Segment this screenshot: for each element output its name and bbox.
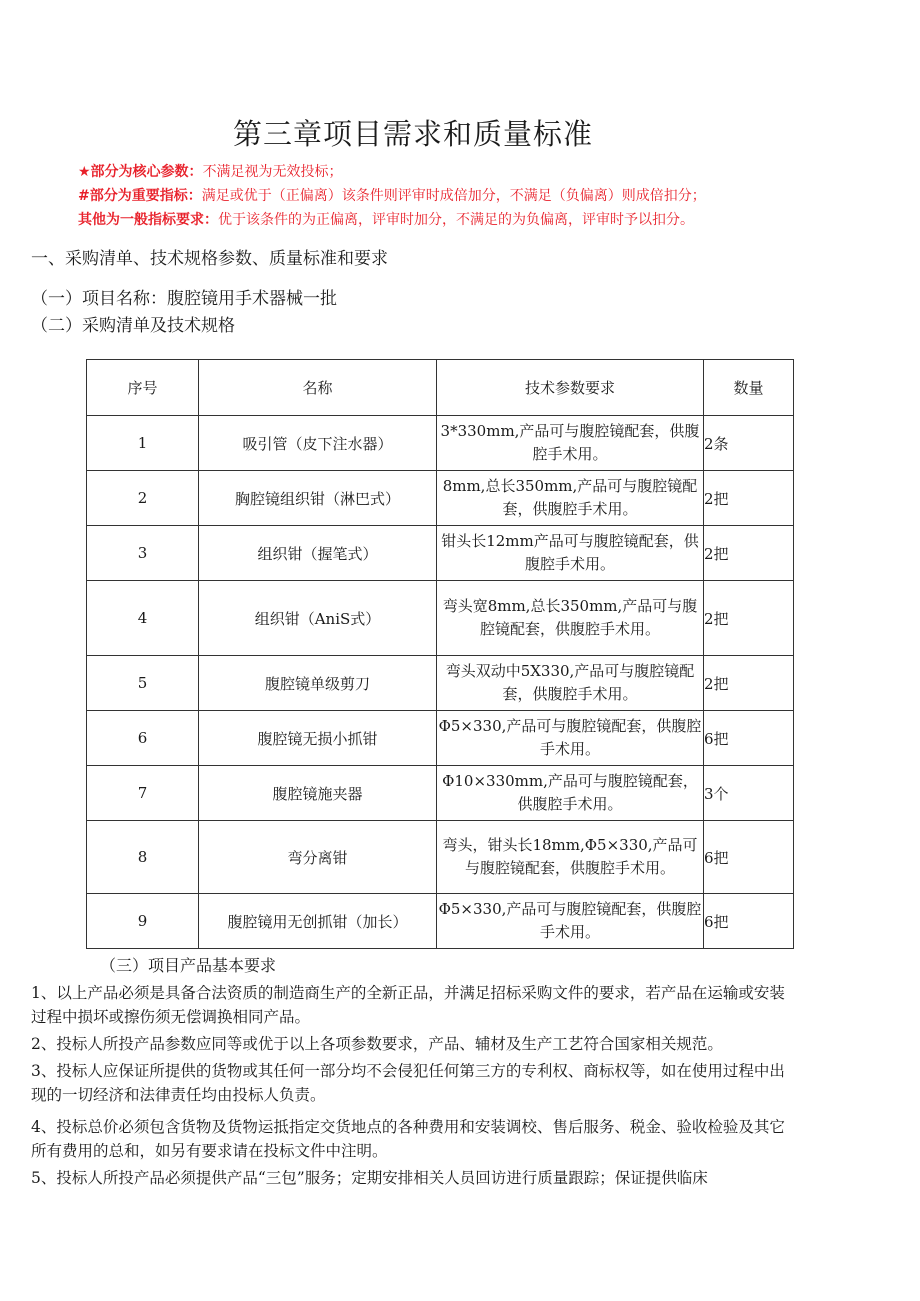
header-qty: 数量 xyxy=(704,360,794,416)
table-row xyxy=(87,894,794,949)
requirement-item: 2、投标人所投产品参数应同等或优于以上各项参数要求，产品、辅材及生产工艺符合国家相关规范。 xyxy=(31,1035,723,1053)
cell-no: 2 xyxy=(87,471,199,526)
table-row xyxy=(87,821,794,894)
cell-name: 腹腔镜用无创抓钳（加长） xyxy=(199,894,437,949)
cell-spec: Φ5×330,产品可与腹腔镜配套，供腹腔手术用。 xyxy=(437,894,704,949)
table-row xyxy=(87,711,794,766)
note-text: 优于该条件的为正偏离，评审时加分，不满足的为负偏离，评审时予以扣分。 xyxy=(218,212,694,228)
list-heading: （二）采购清单及技术规格 xyxy=(31,316,235,336)
section-heading-1: 一、采购清单、技术规格参数、质量标准和要求 xyxy=(31,249,388,269)
project-name: （一）项目名称：腹腔镜用手术器械一批 xyxy=(31,289,337,309)
cell-name: 腹腔镜施夹器 xyxy=(199,766,437,821)
cell-spec: Φ10×330mm,产品可与腹腔镜配套，供腹腔手术用。 xyxy=(437,766,704,821)
cell-name: 弯分离钳 xyxy=(199,821,437,894)
requirement-item: 1、以上产品必须是具备合法资质的制造商生产的全新正品，并满足招标采购文件的要求，若产品在运输或安装过程中损坏或擦伤须无偿调换相同产品。 xyxy=(31,984,785,1026)
note-important xyxy=(78,184,838,208)
table-row xyxy=(87,581,794,656)
note-core xyxy=(78,160,838,184)
table-row xyxy=(87,416,794,471)
cell-no: 7 xyxy=(87,766,199,821)
cell-qty: 3个 xyxy=(704,766,794,821)
cell-name: 胸腔镜组织钳（淋巴式） xyxy=(199,471,437,526)
cell-spec: 3*330mm,产品可与腹腔镜配套，供腹腔手术用。 xyxy=(437,416,704,471)
cell-spec: Φ5×330,产品可与腹腔镜配套，供腹腔手术用。 xyxy=(437,711,704,766)
cell-qty: 6把 xyxy=(704,894,794,949)
cell-spec: 弯头宽8mm,总长350mm,产品可与腹腔镜配套，供腹腔手术用。 xyxy=(437,581,704,656)
note-key: 其他为一般指标要求： xyxy=(78,212,218,228)
requirement-item: 3、投标人应保证所提供的货物或其任何一部分均不会侵犯任何第三方的专利权、商标权等，如在使用过程中出现的一切经济和法律责任均由投标人负责。 xyxy=(31,1062,785,1104)
cell-qty: 2把 xyxy=(704,656,794,711)
cell-qty: 6把 xyxy=(704,821,794,894)
scoring-notes xyxy=(78,160,838,232)
requirement-item: 4、投标总价必须包含货物及货物运抵指定交货地点的各种费用和安装调校、售后服务、税金、验收检验及其它所有费用的总和，如另有要求请在投标文件中注明。 xyxy=(31,1118,785,1160)
cell-name: 腹腔镜单级剪刀 xyxy=(199,656,437,711)
requirement-item: 5、投标人所投产品必须提供产品“三包”服务；定期安排相关人员回访进行质量跟踪；保证提供临床 xyxy=(31,1169,708,1187)
table-row xyxy=(87,766,794,821)
header-no: 序号 xyxy=(87,360,199,416)
page-title: 第三章项目需求和质量标准 xyxy=(232,117,593,151)
requirements-list xyxy=(31,981,791,1193)
cell-name: 吸引管（皮下注水器） xyxy=(199,416,437,471)
cell-no: 9 xyxy=(87,894,199,949)
cell-name: 组织钳（握笔式） xyxy=(199,526,437,581)
note-text: 满足或优于（正偏离）该条件则评审时成倍加分，不满足（负偏离）则成倍扣分； xyxy=(201,188,706,204)
cell-spec: 8mm,总长350mm,产品可与腹腔镜配套，供腹腔手术用。 xyxy=(437,471,704,526)
cell-no: 1 xyxy=(87,416,199,471)
note-key: ★部分为核心参数： xyxy=(78,164,203,180)
table-row xyxy=(87,526,794,581)
cell-no: 5 xyxy=(87,656,199,711)
cell-no: 6 xyxy=(87,711,199,766)
table-row xyxy=(87,471,794,526)
cell-qty: 2条 xyxy=(704,416,794,471)
cell-qty: 6把 xyxy=(704,711,794,766)
cell-name: 组织钳（AniS式） xyxy=(199,581,437,656)
procurement-table xyxy=(86,359,794,949)
table-header-row xyxy=(87,360,794,416)
cell-spec: 弯头，钳头长18mm,Φ5×330,产品可与腹腔镜配套，供腹腔手术用。 xyxy=(437,821,704,894)
table-row xyxy=(87,656,794,711)
cell-qty: 2把 xyxy=(704,581,794,656)
cell-spec: 弯头双动中5X330,产品可与腹腔镜配套，供腹腔手术用。 xyxy=(437,656,704,711)
header-name: 名称 xyxy=(199,360,437,416)
cell-spec: 钳头长12mm产品可与腹腔镜配套，供腹腔手术用。 xyxy=(437,526,704,581)
cell-no: 3 xyxy=(87,526,199,581)
note-general xyxy=(78,208,838,232)
section-heading-3: （三）项目产品基本要求 xyxy=(100,956,277,975)
header-spec: 技术参数要求 xyxy=(437,360,704,416)
cell-qty: 2把 xyxy=(704,526,794,581)
cell-qty: 2把 xyxy=(704,471,794,526)
cell-name: 腹腔镜无损小抓钳 xyxy=(199,711,437,766)
note-key: #部分为重要指标： xyxy=(78,188,202,204)
note-text: 不满足视为无效投标； xyxy=(202,164,343,180)
cell-no: 4 xyxy=(87,581,199,656)
cell-no: 8 xyxy=(87,821,199,894)
